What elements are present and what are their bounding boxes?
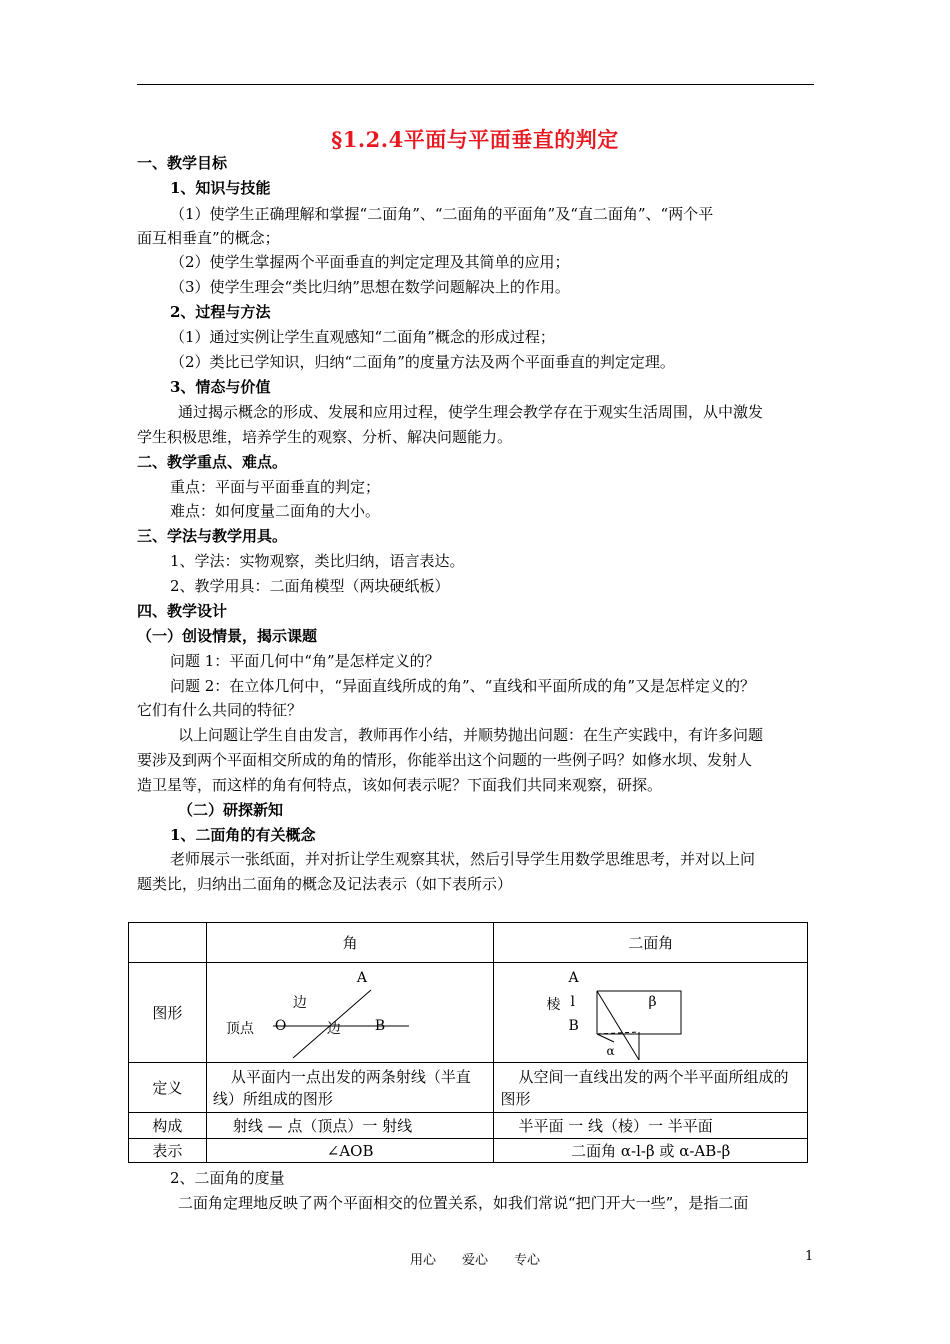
body-text: 问题 2：在立体几何中，“异面直线所成的角”、“直线和平面所成的角”又是怎样定义的？	[170, 677, 755, 695]
dihedral-definition: 从空间一直线出发的两个半平面所组成的图形	[494, 1063, 808, 1113]
label-beta: β	[648, 993, 657, 1010]
body-text: 面互相垂直”的概念；	[137, 229, 280, 247]
label-b: B	[374, 1017, 386, 1034]
body-text: （1）通过实例让学生直观感知“二面角”概念的形成过程；	[170, 328, 555, 346]
body-text: 学生积极思维，培养学生的观察、分析、解决问题能力。	[137, 428, 513, 446]
label-o: O	[274, 1017, 287, 1034]
section-heading: 三、学法与教学用具。	[137, 527, 288, 545]
dihedral-figure-cell	[494, 963, 808, 1063]
body-text: 2、教学用具：二面角模型（两块硬纸板）	[170, 577, 450, 595]
body-text: 1、学法：实物观察，类比归纳，语言表达。	[170, 552, 465, 570]
label-edge: 边	[292, 994, 307, 1011]
comparison-table	[128, 922, 808, 1163]
body-text: 通过揭示概念的形成、发展和应用过程，使学生理会教学存在于观实生活周围，从中激发	[178, 403, 764, 421]
angle-notation: ∠AOB	[206, 1139, 494, 1163]
body-text: 难点：如何度量二面角的大小。	[170, 502, 381, 520]
section-heading: 一、教学目标	[137, 154, 228, 172]
section-heading: 二、教学重点、难点。	[137, 453, 288, 471]
label-a: A	[356, 969, 367, 986]
row-label-figure: 图形	[129, 963, 207, 1063]
body-text: 问题 1：平面几何中“角”是怎样定义的？	[170, 652, 440, 670]
body-text: 以上问题让学生自由发言，教师再作小结，并顺势抛出问题：在生产实践中，有许多问题	[178, 726, 764, 744]
section-heading: 四、教学设计	[137, 602, 228, 620]
page-number: 1	[805, 1249, 814, 1264]
body-text: 造卫星等，而这样的角有何特点，该如何表示呢？下面我们共同来观察，研探。	[137, 776, 663, 794]
plane-alpha-edge	[597, 1034, 614, 1042]
body-text: 要涉及到两个平面相交所成的角的情形，你能举出这个问题的一些例子吗？如修水坝、发射人	[137, 751, 753, 769]
label-edge: 边	[326, 1020, 341, 1037]
dihedral-diagram	[494, 964, 808, 1062]
label-edge: 棱	[546, 996, 561, 1013]
subsection-heading: 1、二面角的有关概念	[170, 826, 316, 844]
body-text: 题类比，归纳出二面角的概念及记法表示（如下表所示）	[137, 875, 513, 893]
header-rule	[137, 84, 814, 85]
angle-figure-cell	[206, 963, 494, 1063]
page-footer: 用心 爱心 专心	[409, 1253, 540, 1268]
body-text: 二面角定理地反映了两个平面相交的位置关系，如我们常说“把门开大一些”，是指二面	[178, 1194, 749, 1212]
angle-figure	[207, 964, 494, 1062]
body-text: （2）使学生掌握两个平面垂直的判定定理及其简单的应用；	[170, 253, 570, 271]
dihedral-composition: 半平面 一 线（棱）一 半平面	[494, 1113, 808, 1139]
body-text: （1）使学生正确理解和掌握“二面角”、“二面角的平面角”及“直二面角”、“两个平	[170, 205, 714, 223]
label-alpha: α	[606, 1043, 615, 1058]
label-vertex: 顶点	[225, 1020, 254, 1037]
angle-composition: 射线 — 点（顶点）一 射线	[206, 1113, 494, 1139]
subsection-heading: 1、知识与技能	[170, 179, 271, 197]
header-angle: 角	[206, 923, 494, 963]
label-a: A	[568, 969, 579, 986]
subsection-heading: 3、情态与价值	[170, 378, 271, 396]
angle-definition: 从平面内一点出发的两条射线（半直线）所组成的图形	[206, 1063, 494, 1113]
header-dihedral-angle: 二面角	[494, 923, 808, 963]
label-b: B	[568, 1017, 579, 1034]
dihedral-notation: 二面角 α-l-β 或 α-AB-β	[494, 1139, 808, 1163]
subsection-heading: 2、过程与方法	[170, 303, 271, 321]
label-l: l	[570, 993, 575, 1010]
table-corner-cell	[129, 923, 207, 963]
subsection-heading: （二）研探新知	[178, 801, 284, 819]
plane-alpha-edge	[597, 991, 639, 1060]
body-text: 老师展示一张纸面，并对折让学生观察其状，然后引导学生用数学思维思考，并对以上问	[170, 850, 756, 868]
page-title: §1.2.4平面与平面垂直的判定	[331, 127, 619, 152]
angle-diagram	[207, 964, 495, 1062]
body-text: （3）使学生理会“类比归纳”思想在数学问题解决上的作用。	[170, 278, 570, 296]
body-text: 重点：平面与平面垂直的判定；	[170, 478, 381, 496]
subsection-heading: （一）创设情景，揭示课题	[137, 627, 318, 645]
row-label-composition: 构成	[129, 1113, 207, 1139]
body-text: （2）类比已学知识，归纳“二面角”的度量方法及两个平面垂直的判定定理。	[170, 353, 675, 371]
dihedral-figure	[494, 964, 807, 1062]
body-text: 2、二面角的度量	[170, 1169, 285, 1187]
body-text: 它们有什么共同的特征？	[137, 701, 303, 719]
row-label-definition: 定义	[129, 1063, 207, 1113]
row-label-notation: 表示	[129, 1139, 207, 1163]
